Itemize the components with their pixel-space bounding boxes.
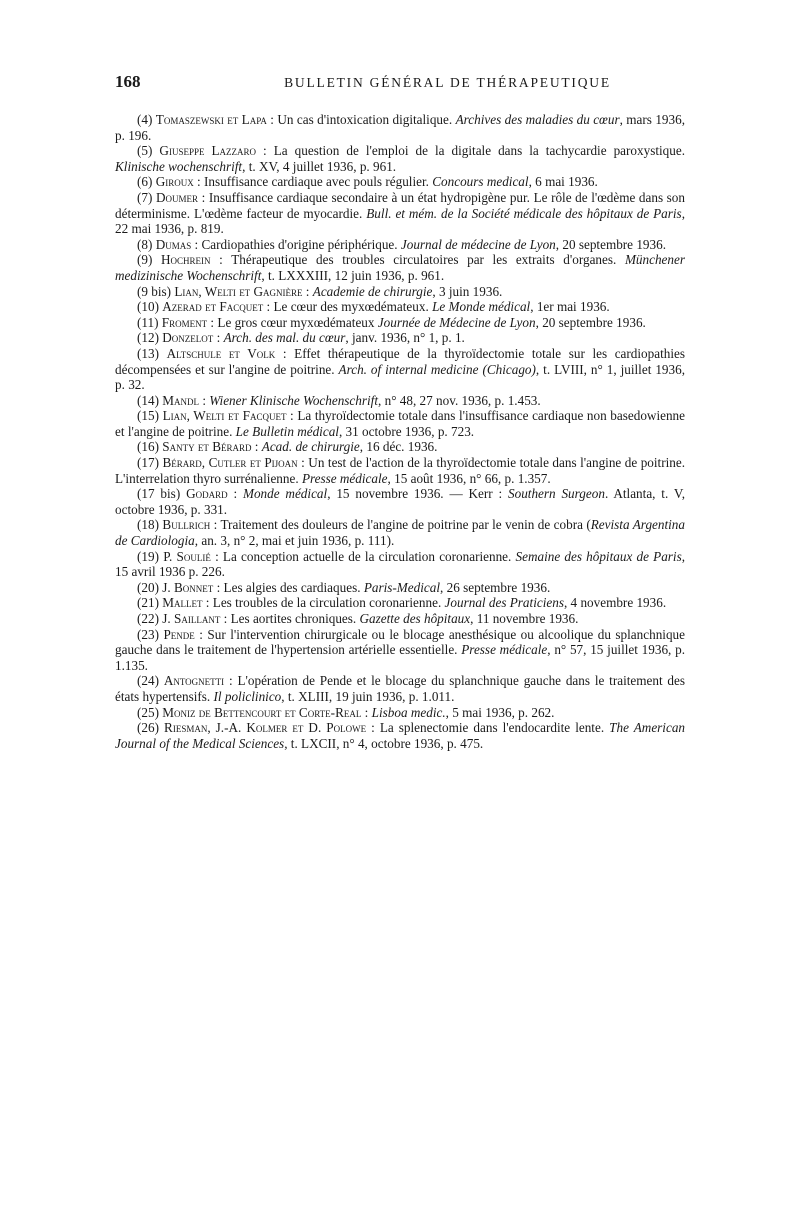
reference-authors: Donzelot <box>162 330 214 346</box>
reference-text: : Le cœur des myxœdémateux. <box>263 299 433 315</box>
reference-text: : <box>251 439 262 455</box>
reference-details: , n° 57, 15 juillet 1936, p. 1.135. <box>115 642 685 673</box>
reference-journal: Journal des Praticiens <box>444 595 564 611</box>
reference-item <box>115 112 685 143</box>
reference-item <box>115 346 685 393</box>
document-page <box>115 72 685 751</box>
reference-item <box>115 143 685 174</box>
reference-number: (26) <box>137 720 159 736</box>
reference-journal: Le Monde médical <box>432 299 531 315</box>
reference-details: , 15 août 1936, n° 66, p. 1.357. <box>387 470 551 486</box>
reference-item <box>115 455 685 486</box>
reference-journal: Paris-Medical <box>363 579 440 595</box>
reference-item <box>115 705 685 721</box>
reference-authors: Giuseppe Lazzaro <box>159 143 257 159</box>
reference-number: (4) <box>137 112 153 127</box>
reference-authors: Doumer <box>155 189 199 205</box>
reference-number: (13) <box>137 345 159 361</box>
reference-item <box>115 393 685 409</box>
reference-authors: Bérard, Cutler et Pijoan <box>162 455 298 471</box>
reference-journal: Gazette des hôpitaux <box>359 611 471 626</box>
reference-number: (15) <box>137 408 159 424</box>
reference-number: (17 bis) <box>137 486 181 502</box>
reference-authors: Bullrich <box>162 517 211 533</box>
reference-journal: Journal de médecine de Lyon <box>400 236 556 252</box>
reference-item <box>115 549 685 580</box>
reference-details: , 5 mai 1936, p. 262. <box>445 704 555 720</box>
reference-authors: Antognetti <box>163 673 225 689</box>
reference-text: : Cardiopathies d'origine périphérique. <box>191 236 401 252</box>
reference-details: , an. 3, n° 2, mai et juin 1936, p. 111). <box>194 533 395 549</box>
reference-item <box>115 439 685 455</box>
reference-number: (5) <box>137 143 153 159</box>
reference-number: (10) <box>137 299 159 315</box>
reference-details: , 15 avril 1936 p. 226. <box>115 548 686 580</box>
reference-journal: Monde médical <box>242 486 328 502</box>
reference-number: (24) <box>137 673 159 689</box>
reference-number: (19) <box>137 548 159 564</box>
reference-details: , 26 septembre 1936. <box>440 579 551 595</box>
reference-authors: Hochrein <box>161 252 211 268</box>
reference-text: : <box>361 704 372 720</box>
reference-authors: Giroux <box>155 174 194 190</box>
reference-journal: Presse médicale <box>301 470 388 486</box>
reference-journal: Archives des maladies du cœur <box>455 112 620 127</box>
reference-number: (23) <box>137 626 159 642</box>
reference-details: , janv. 1936, n° 1, p. 1. <box>345 330 465 346</box>
reference-journal: Southern Surgeon <box>508 486 605 502</box>
reference-details: , 20 septembre 1936. <box>555 236 667 252</box>
reference-item <box>115 580 685 596</box>
reference-journal: The American Journal of the Medical Sciences <box>115 720 686 751</box>
reference-text: : La question de l'emploi de la digitale dans la tachycardie paroxystique. <box>256 143 686 159</box>
reference-authors: Riesman, J.-A. Kolmer et D. Polowe <box>164 720 367 736</box>
reference-text: : Le gros cœur myxœdémateux <box>207 314 378 330</box>
reference-text: : <box>213 330 224 346</box>
reference-item <box>115 190 685 237</box>
reference-authors: Lian, Welti et Facquet <box>162 408 287 424</box>
reference-number: (17) <box>137 455 159 471</box>
reference-number: (8) <box>137 236 153 252</box>
reference-number: (20) <box>137 579 159 595</box>
reference-journal: Arch. des mal. du cœur <box>223 330 346 346</box>
reference-text: : Traitement des douleurs de l'angine de poitrine par le venin de cobra ( <box>210 517 591 533</box>
reference-details: , 16 déc. 1936. <box>359 439 438 455</box>
reference-text: : La thyroïdectomie totale dans l'insuffisance cardiaque non basedowienne et l'angine de poitrine. <box>115 408 686 439</box>
reference-authors: Moniz de Bettencourt et Corte-Real <box>162 704 362 720</box>
reference-details: , 4 novembre 1936. <box>563 595 667 611</box>
reference-number: (6) <box>137 174 153 190</box>
reference-number: (21) <box>137 595 159 611</box>
reference-journal: Wiener Klinische Wochenschrift <box>209 392 379 408</box>
reference-list <box>115 112 685 751</box>
running-title: BULLETIN GÉNÉRAL DE THÉRAPEUTIQUE <box>284 75 611 90</box>
reference-authors: P. Soulié <box>163 548 211 564</box>
reference-number: (9) <box>137 252 153 268</box>
reference-text: : Les aortites chroniques. <box>220 611 360 626</box>
reference-item <box>115 252 685 283</box>
reference-details: , 22 mai 1936, p. 819. <box>115 205 685 237</box>
reference-details: , n° 48, 27 nov. 1936, p. 1.453. <box>378 392 541 408</box>
reference-item <box>115 174 685 190</box>
reference-item <box>115 315 685 331</box>
reference-text: : <box>302 283 313 299</box>
reference-authors: Godard <box>186 486 228 502</box>
reference-item <box>115 627 685 674</box>
reference-text: : <box>199 392 210 408</box>
reference-text: : La conception actuelle de la circulation coronarienne. <box>210 548 516 564</box>
reference-authors: Santy et Bérard <box>162 439 252 455</box>
reference-item <box>115 237 685 253</box>
reference-number: (14) <box>137 392 159 408</box>
reference-authors: Froment <box>161 314 208 330</box>
reference-details: , t. XV, 4 juillet 1936, p. 961. <box>242 158 397 174</box>
reference-journal: Concours medical <box>432 174 529 190</box>
reference-authors: Lian, Welti et Gagnière <box>174 283 303 299</box>
reference-authors: Mandl <box>162 392 200 408</box>
reference-number: (18) <box>137 517 159 533</box>
reference-item <box>115 517 685 548</box>
reference-details: , t. LXXXIII, 12 juin 1936, p. 961. <box>261 267 445 283</box>
reference-number: (25) <box>137 704 159 720</box>
reference-journal: Klinische wochenschrift <box>115 158 243 174</box>
reference-authors: Altschule et Volk <box>166 345 276 361</box>
reference-item <box>115 486 685 517</box>
reference-details: , t. LVIII, n° 1, juillet 1936, p. 32. <box>115 361 685 393</box>
reference-text: : La splenectomie dans l'endocardite lente. <box>366 720 610 736</box>
reference-number: (12) <box>137 330 159 346</box>
reference-authors: J. Saillant <box>162 611 221 626</box>
reference-text: : Insuffisance cardiaque avec pouls régulier. <box>193 174 433 190</box>
reference-journal: Bull. et mém. de la Société médicale des hôpitaux de Paris <box>366 205 682 221</box>
reference-item <box>115 720 685 751</box>
reference-text: : Insuffisance cardiaque secondaire à un état hydropigène pur. Le rôle de l'œdème dans son déterminisme. L'œdème facteur de myocardie. <box>115 189 685 221</box>
reference-journal: Academie de chirurgie <box>312 283 433 299</box>
page-header <box>115 72 685 92</box>
reference-text: : Les troubles de la circulation coronarienne. <box>202 595 445 611</box>
reference-journal: Münchener medizinische Wochenschrift <box>115 252 685 283</box>
reference-text: : Sur l'intervention chirurgicale ou le blocage anesthésique ou alcoolique du splanchnique gauche dans le traitement de l'hypertension artérielle essentielle. <box>115 626 686 658</box>
reference-details: , 31 octobre 1936, p. 723. <box>338 423 475 439</box>
reference-authors: Azerad et Facquet <box>162 299 264 315</box>
reference-item <box>115 595 685 611</box>
reference-authors: Pende <box>163 626 195 642</box>
reference-authors: J. Bonnet <box>162 579 214 595</box>
reference-journal: Acad. de chirurgie <box>261 439 360 455</box>
reference-item <box>115 299 685 315</box>
reference-details: , t. LXCII, n° 4, octobre 1936, p. 475. <box>284 735 484 751</box>
reference-details: . Atlanta, t. V, octobre 1936, p. 331. <box>115 486 685 517</box>
reference-authors: Mallet <box>162 595 203 611</box>
reference-text: : Les algies des cardiaques. <box>213 579 364 595</box>
reference-number: (7) <box>137 189 153 205</box>
reference-journal: Revista Argentina de Cardiologia <box>115 517 685 549</box>
reference-details: , 20 septembre 1936. <box>535 314 646 330</box>
page-number: 168 <box>115 72 141 91</box>
reference-journal: Le Bulletin médical <box>235 423 339 439</box>
reference-item <box>115 408 685 439</box>
reference-number: (9 bis) <box>137 283 172 299</box>
reference-journal: Lisboa medic. <box>371 704 446 720</box>
reference-authors: Tomaszewski et Lapa <box>155 112 267 127</box>
reference-text: : L'opération de Pende et le blocage du splanchnique gauche dans le traitement des états hypertensifs. <box>115 673 686 704</box>
reference-details: , t. XLIII, 19 juin 1936, p. 1.011. <box>281 688 455 704</box>
reference-text: : <box>227 486 243 502</box>
reference-text: : Un cas d'intoxication digitalique. <box>266 112 456 127</box>
reference-text: : Effet thérapeutique de la thyroïdectomie totale sur les cardiopathies décompensées et sur l'angine de poitrine. <box>115 345 685 377</box>
reference-journal: Arch. of internal medicine (Chicago) <box>338 361 536 377</box>
reference-number: (16) <box>137 439 159 455</box>
reference-journal: Semaine des hôpitaux de Paris <box>515 548 682 564</box>
reference-details: , 3 juin 1936. <box>432 283 503 299</box>
reference-journal: Il policlinico <box>213 688 282 704</box>
reference-item <box>115 284 685 300</box>
reference-number: (22) <box>137 611 159 626</box>
reference-journal: Journée de Médecine de Lyon <box>377 314 536 330</box>
reference-journal: Presse médicale <box>461 642 548 658</box>
reference-details: , 15 novembre 1936. — Kerr : <box>327 486 508 502</box>
reference-details: , 1er mai 1936. <box>530 299 610 315</box>
reference-details: , 6 mai 1936. <box>528 174 598 190</box>
reference-text: : Thérapeutique des troubles circulatoires par les extraits d'organes. <box>210 252 625 268</box>
reference-text: : Un test de l'action de la thyroïdectomie totale dans l'angine de poitrine. L'interrelation thyro surrénalienne. <box>115 455 686 486</box>
reference-item <box>115 673 685 704</box>
reference-number: (11) <box>137 314 159 330</box>
reference-item <box>115 611 685 627</box>
reference-details: , mars 1936, p. 196. <box>115 112 685 143</box>
reference-authors: Dumas <box>155 236 192 252</box>
reference-details: , 11 novembre 1936. <box>470 611 579 626</box>
reference-item <box>115 330 685 346</box>
